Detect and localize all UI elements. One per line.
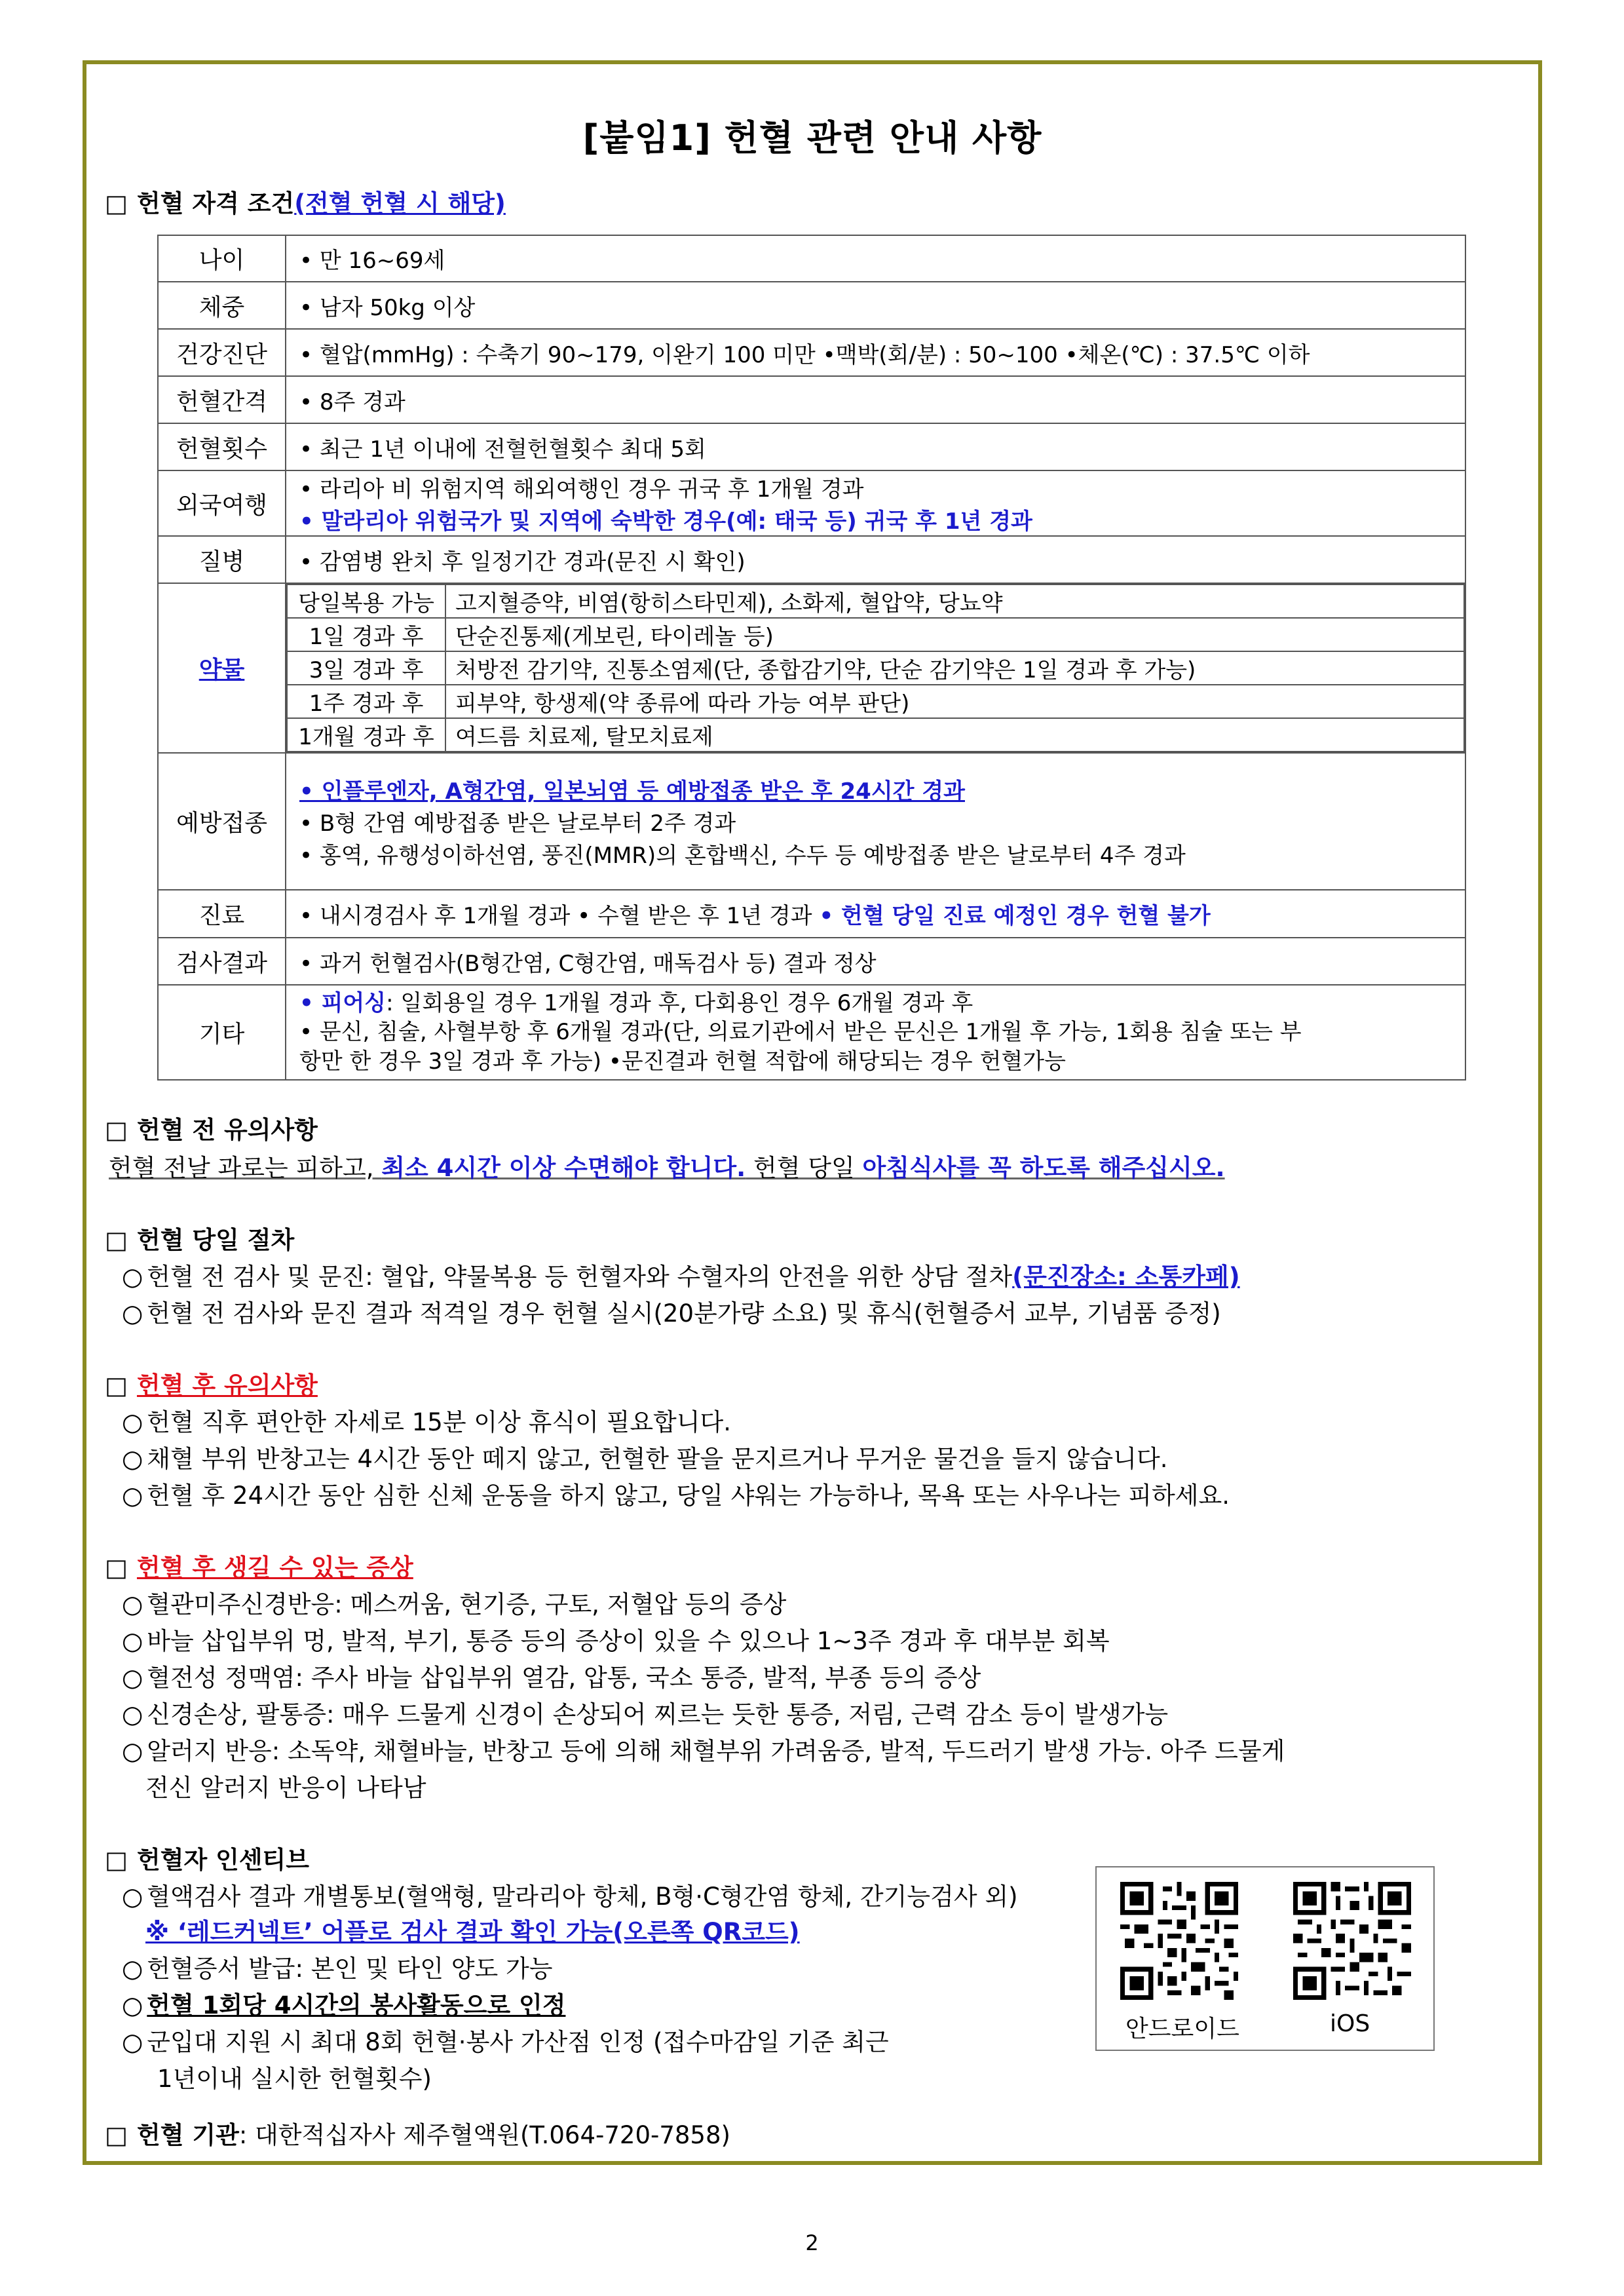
table-row: 헌혈간격 • 8주 경과: [158, 376, 1465, 423]
list-item: ○ 헌혈증서 발급: 본인 및 타인 양도 가능: [122, 1955, 553, 1983]
checkbox-icon: □: [105, 1226, 128, 1254]
bullet-icon: ○: [122, 1664, 143, 1692]
list-item: ○ 혈전성 정맥염: 주사 바늘 삽입부위 열감, 압통, 국소 통증, 발적, 부종 등의 증상: [122, 1664, 981, 1692]
list-item: ○ 헌혈 1회당 4시간의 봉사활동으로 인정: [122, 1991, 566, 2019]
bullet-icon: ○: [122, 1883, 143, 1911]
list-item: ○ 알러지 반응: 소독약, 채혈바늘, 반창고 등에 의해 채혈부위 가려움증, 발적, 두드러기 발생 가능. 아주 드물게: [122, 1737, 1285, 1765]
before-heading: □ 헌혈 전 유의사항: [105, 1116, 318, 1144]
bullet-icon: ○: [122, 1955, 143, 1983]
list-item: ○ 혈관미주신경반응: 메스꺼움, 현기증, 구토, 저혈압 등의 증상: [122, 1590, 787, 1618]
list-item: ○ 헌혈 전 검사와 문진 결과 적격일 경우 헌혈 실시(20분가량 소요) 및 휴식(헌혈증서 교부, 기념품 증정): [122, 1299, 1221, 1328]
ios-qr-code[interactable]: [1293, 1882, 1411, 2000]
eligibility-heading: □ 헌혈 자격 조건(전혈 헌혈 시 해당): [105, 189, 506, 218]
bullet-icon: ○: [122, 1700, 143, 1729]
list-item: ○ 헌혈 전 검사 및 문진: 혈압, 약물복용 등 헌혈자와 수혈자의 안전을 위한 상담 절차(문진장소: 소통카페): [122, 1263, 1240, 1291]
table-row: 나이 • 만 16~69세: [158, 235, 1465, 282]
bullet-icon: ○: [122, 1991, 143, 2019]
bullet-icon: ○: [122, 1408, 143, 1436]
checkbox-icon: □: [105, 1371, 128, 1400]
after-heading: □ 헌혈 후 유의사항: [105, 1371, 318, 1400]
list-item: ○ 채혈 부위 반창고는 4시간 동안 떼지 않고, 헌혈한 팔을 문지르거나 무거운 물건을 들지 않습니다.: [122, 1445, 1168, 1473]
bullet-icon: ○: [122, 1445, 143, 1473]
bullet-icon: ○: [122, 2028, 143, 2056]
table-row: 진료 • 내시경검사 후 1개월 경과 • 수혈 받은 후 1년 경과 • 헌혈 당일 진료 예정인 경우 헌혈 불가: [158, 890, 1465, 938]
bullet-icon: ○: [122, 1299, 143, 1328]
institution-heading: □ 헌혈 기관: 대한적십자사 제주혈액원(T.064-720-7858): [105, 2121, 730, 2149]
list-item-continuation: 1년이내 실시한 헌혈횟수): [157, 2065, 432, 2093]
bullet-icon: ○: [122, 1590, 143, 1618]
android-qr-code[interactable]: [1120, 1882, 1238, 2000]
table-row: 건강진단 • 혈압(mmHg) : 수축기 90~179, 이완기 100 미만 •맥박(회/분) : 50~100 •체온(℃) : 37.5℃ 이하: [158, 329, 1465, 376]
list-item: ○ 신경손상, 팔통증: 매우 드물게 신경이 손상되어 찌르는 듯한 통증, 저림, 근력 감소 등이 발생가능: [122, 1700, 1169, 1729]
checkbox-icon: □: [105, 1554, 128, 1582]
table-row: 검사결과 • 과거 헌혈검사(B형간염, C형간염, 매독검사 등) 결과 정상: [158, 938, 1465, 985]
table-row: 기타 • 피어싱: 일회용일 경우 1개월 경과 후, 다회용인 경우 6개월 경과 후 • 문신, 침술, 사혈부항 후 6개월 경과(단, 의료기관에서 받은 문신은 1개월 후 가능, 1회용 침술 또는 부 항만 한 경우 3일 경과 후 가능) •문진결과 헌혈 적합에 해당되는 경우 헌혈가능: [158, 985, 1465, 1080]
bullet-icon: ○: [122, 1482, 143, 1510]
android-label: 안드로이드: [1125, 2016, 1239, 2042]
checkbox-icon: □: [105, 2121, 128, 2149]
list-item: ○ 헌혈 직후 편안한 자세로 15분 이상 휴식이 필요합니다.: [122, 1408, 732, 1436]
bullet-icon: ○: [122, 1263, 143, 1291]
table-row: 체중 • 남자 50kg 이상: [158, 282, 1465, 329]
table-row: 질병 • 감염병 완치 후 일정기간 경과(문진 시 확인): [158, 536, 1465, 583]
bullet-icon: ○: [122, 1737, 143, 1765]
qr-code-box: [1095, 1866, 1435, 2051]
list-item: ○ 헌혈 후 24시간 동안 심한 신체 운동을 하지 않고, 당일 샤워는 가능하나, 목욕 또는 사우나는 피하세요.: [122, 1482, 1230, 1510]
page-title: [붙임1] 헌혈 관련 안내 사항: [582, 117, 1042, 159]
incentive-heading: □ 헌혈자 인센티브: [105, 1846, 310, 1874]
symptoms-heading: □ 헌혈 후 생길 수 있는 증상: [105, 1554, 413, 1582]
list-item-continuation: 전신 알러지 반응이 나타남: [145, 1774, 426, 1802]
list-item: ○ 군입대 지원 시 최대 8회 헌혈·봉사 가산점 인정 (접수마감일 기준 최근: [122, 2028, 889, 2056]
checkbox-icon: □: [105, 1846, 128, 1874]
table-row: 헌혈횟수 • 최근 1년 이내에 전혈헌혈횟수 최대 5회: [158, 423, 1465, 470]
medication-subtable: 당일복용 가능 고지혈증약, 비염(항히스타민제), 소화제, 혈압약, 당뇨약 1일 경과 후 단순진통제(게보린, 타이레놀 등) 3일 경과 후 처방전 감기약, 진통소염제(단, 종합감기약, 단순 감기약은 1일 경과 후 가능) 1주 경과 후 피부약, 항생제(약 종류에 따라 가능 여부 판단) 1개월 경과 후 여드름 치료제, 탈모치료제: [286, 584, 1465, 752]
table-row: 예방접종 • 인플루엔자, A형간염, 일본뇌염 등 예방접종 받은 후 24시간 경과 • B형 간염 예방접종 받은 날로부터 2주 경과 • 홍역, 유행성이하선염, 풍진(MMR)의 혼합백신, 수두 등 예방접종 받은 날로부터 4주 경과: [158, 753, 1465, 890]
bullet-icon: ○: [122, 1627, 143, 1655]
list-item: ○ 바늘 삽입부위 멍, 발적, 부기, 통증 등의 증상이 있을 수 있으나 1~3주 경과 후 대부분 회복: [122, 1627, 1110, 1655]
eligibility-table: [157, 235, 1466, 1081]
page-number: 2: [805, 2230, 819, 2255]
ios-label: iOS: [1330, 2010, 1370, 2037]
table-row: 약물 당일복용 가능 고지혈증약, 비염(항히스타민제), 소화제, 혈압약, 당뇨약 1일 경과 후 단순진통제(게보린, 타이레놀 등) 3일 경과 후 처방전 감기약, 진통소염제(단, 종합감기약, 단순 감기약은 1일 경과 후 가능) 1주 경과 후 피부약, 항생제(약 종류에 따라 가능 여부 판단) 1개월 경과 후 여드름 치료제, 탈모치료제: [158, 583, 1465, 753]
table-row: 외국여행 • 라리아 비 위험지역 해외여행인 경우 귀국 후 1개월 경과 • 말라리아 위험국가 및 지역에 숙박한 경우(예: 태국 등) 귀국 후 1년 경과: [158, 470, 1465, 536]
incentive-app-note: ※ ‘레드커넥트’ 어플로 검사 결과 확인 가능(오른쪽 QR코드): [145, 1918, 800, 1946]
before-text: 헌혈 전날 과로는 피하고, 최소 4시간 이상 수면해야 합니다. 헌혈 당일 아침식사를 꼭 하도록 해주십시오.: [109, 1154, 1225, 1182]
checkbox-icon: □: [105, 1116, 128, 1144]
list-item: ○ 혈액검사 결과 개별통보(혈액형, 말라리아 항체, B형·C형간염 항체, 간기능검사 외): [122, 1883, 1018, 1911]
dayof-heading: □ 헌혈 당일 절차: [105, 1226, 295, 1254]
checkbox-icon: □: [105, 189, 128, 218]
